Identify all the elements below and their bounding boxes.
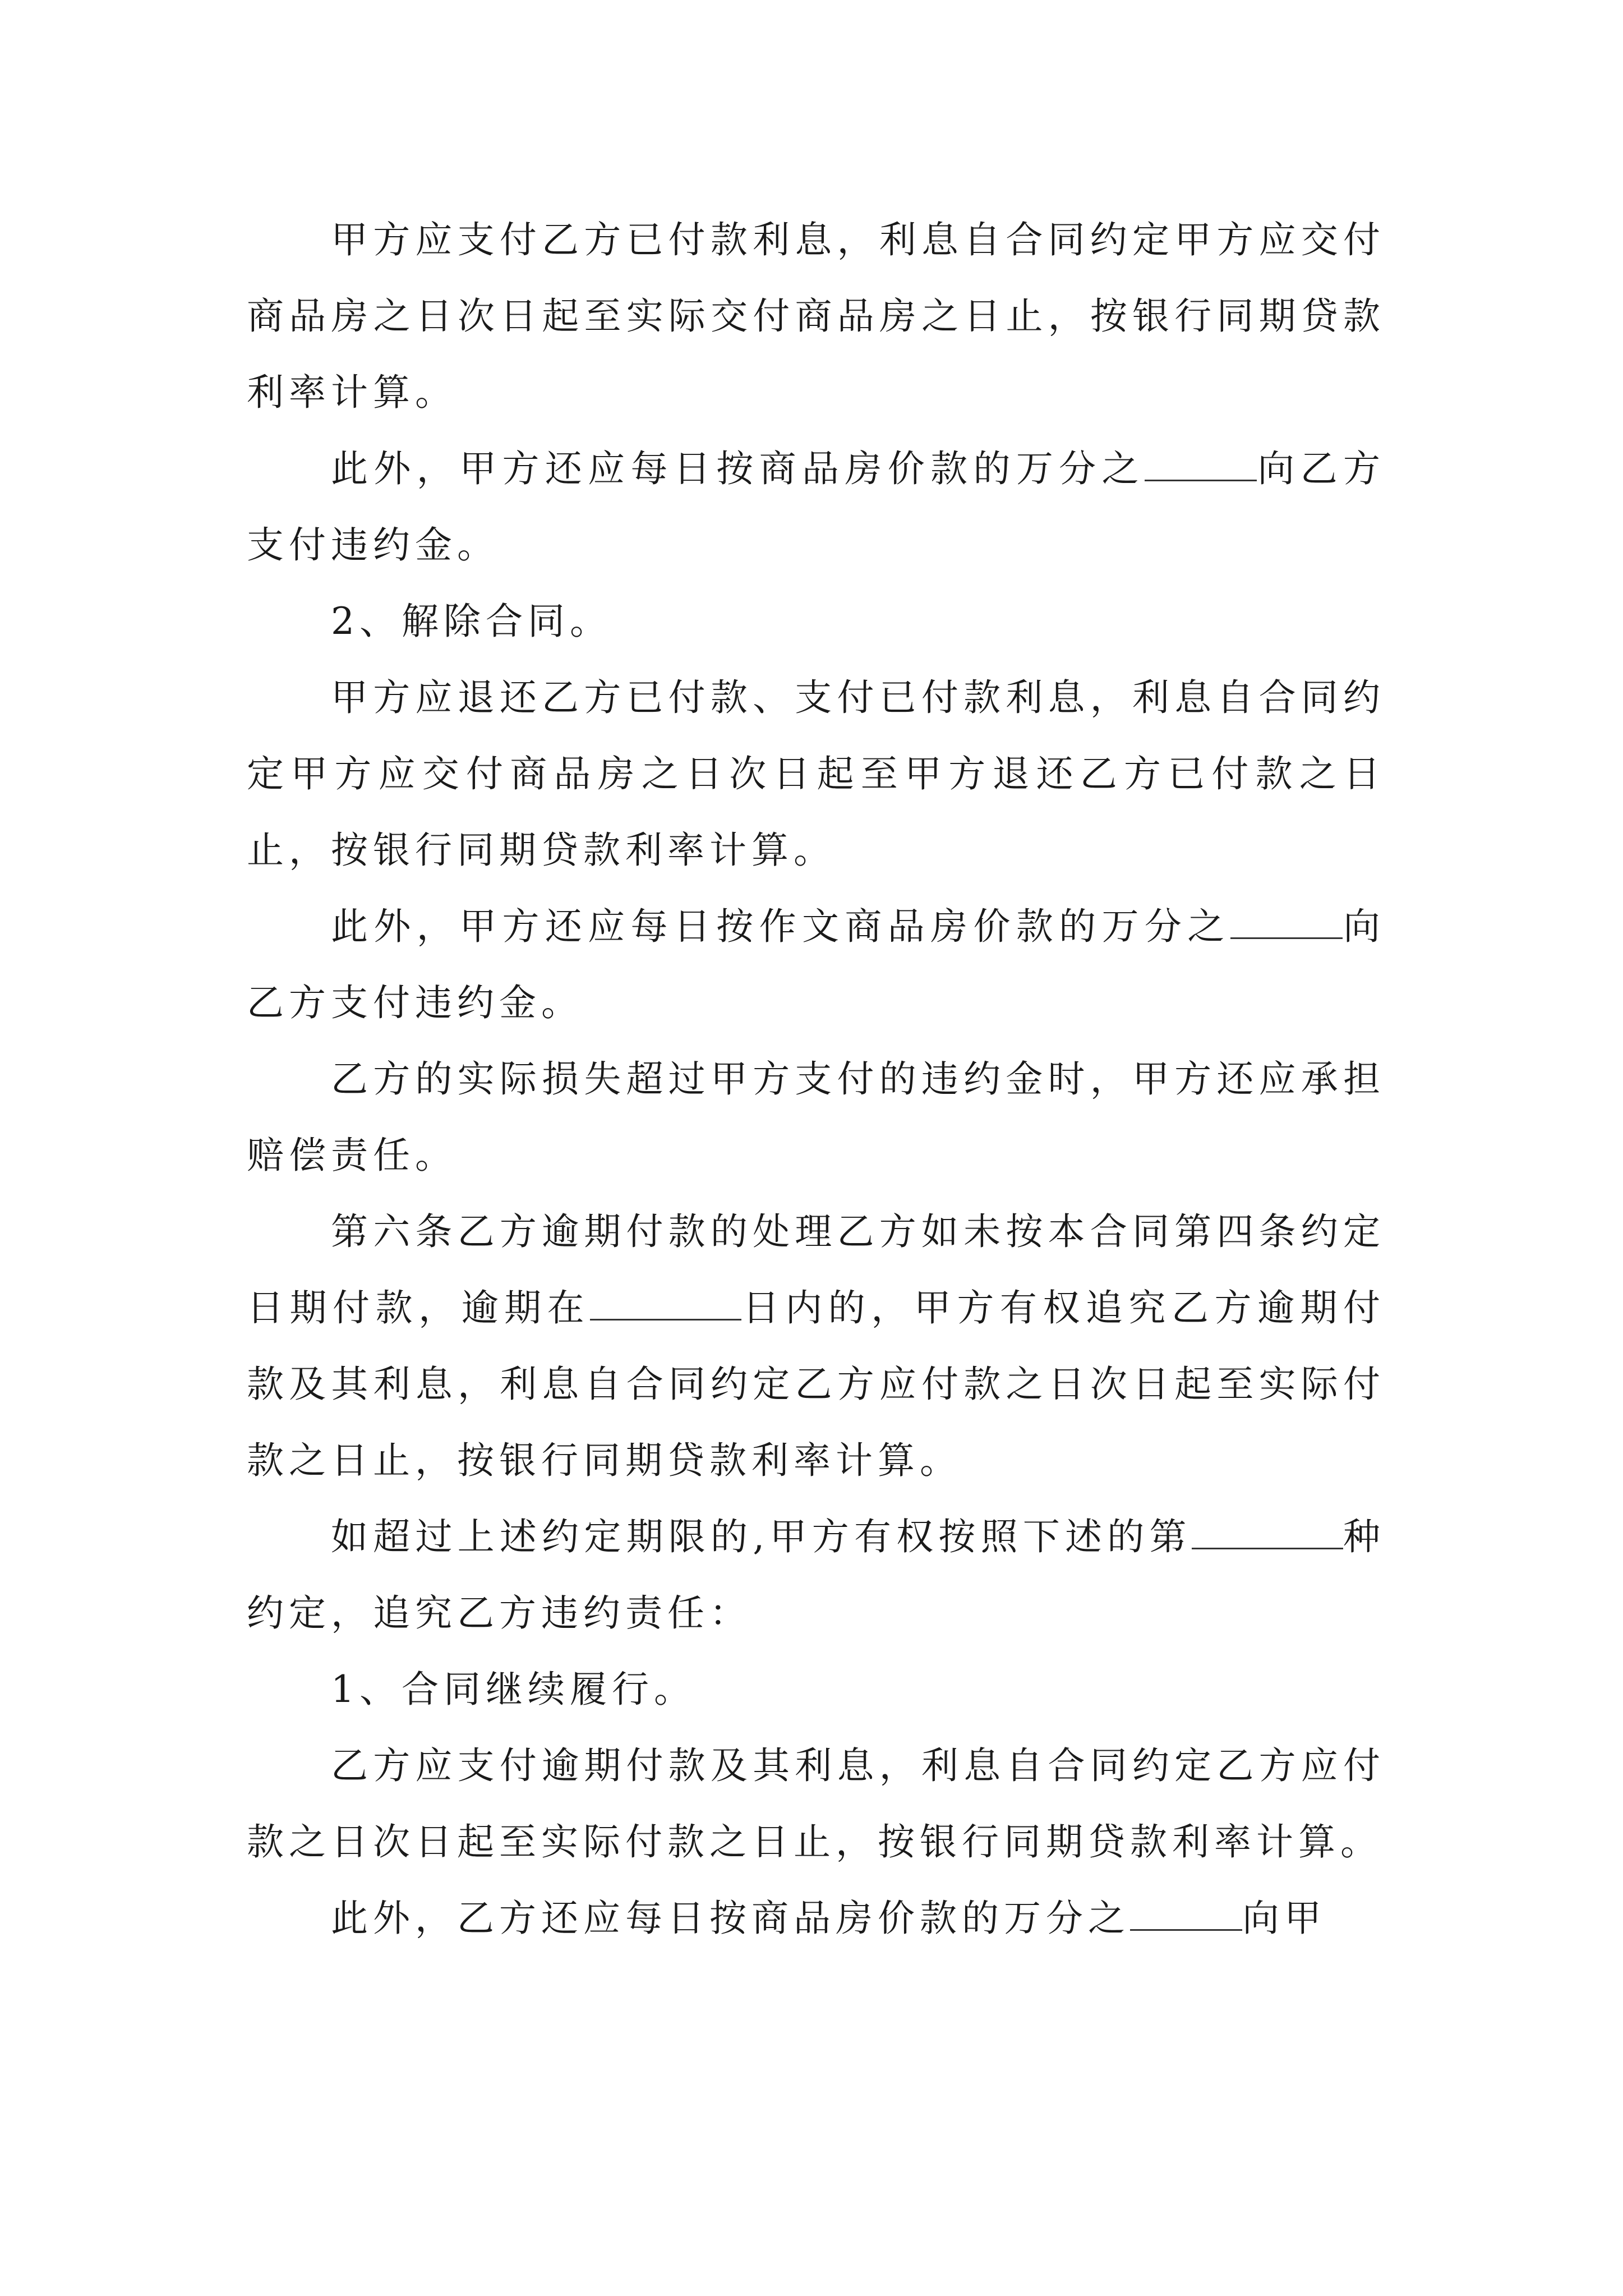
paragraph-clause-terminate bbox=[247, 583, 1385, 660]
paragraph-text: 乙方应支付逾期付款及其利息，利息自合同约定乙方应付款之日次日起至实际付款之日止，按银行同期贷款利率计算。 bbox=[247, 1744, 1385, 1864]
paragraph-text: 日内的，甲方有权追究乙方逾期付款及其利息，利息自合同约定乙方应付款之日次日起至实际付款之日止，按银行同期贷款利率计算。 bbox=[247, 1286, 1386, 1482]
paragraph-text: 第六条乙方逾期付款的处理乙方如未按本合同第四条约定日期付款，逾期在 bbox=[247, 1210, 1385, 1329]
paragraph-buyer-penalty bbox=[247, 1880, 1385, 1957]
paragraph-text: 向乙方支付违约金。 bbox=[247, 447, 1386, 567]
fill-in-blank bbox=[1130, 1895, 1242, 1931]
paragraph-text: 此外，乙方还应每日按商品房价款的万分之 bbox=[331, 1897, 1130, 1940]
paragraph-text: 甲方应退还乙方已付款、支付已付款利息，利息自合同约定甲方应交付商品房之日次日起至甲方退还乙方已付款之日止，按银行同期贷款利率计算。 bbox=[247, 676, 1385, 872]
paragraph-text: 此外，甲方还应每日按作文商品房价款的万分之 bbox=[331, 905, 1230, 948]
paragraph-compensation bbox=[247, 1041, 1385, 1194]
paragraph-text: 向乙方支付违约金。 bbox=[247, 905, 1386, 1024]
fill-in-blank bbox=[1230, 904, 1343, 939]
paragraph-text: 2、解除合同。 bbox=[331, 600, 612, 643]
fill-in-blank bbox=[590, 1285, 741, 1320]
paragraph-text: 甲方应支付乙方已付款利息，利息自合同约定甲方应交付商品房之日次日起至实际交付商品房之日止，按银行同期贷款利率计算。 bbox=[247, 218, 1385, 414]
paragraph-text: 如超过上述约定期限的,甲方有权按照下述的第 bbox=[331, 1515, 1192, 1558]
paragraph-text: 此外，甲方还应每日按商品房价款的万分之 bbox=[331, 447, 1145, 490]
paragraph-seller-refund bbox=[247, 660, 1385, 889]
paragraph-article-six bbox=[247, 1194, 1385, 1499]
contract-body bbox=[247, 202, 1385, 1957]
paragraph-seller-interest bbox=[247, 202, 1385, 431]
paragraph-seller-penalty-terminate bbox=[247, 889, 1385, 1041]
paragraph-text: 1、合同继续履行。 bbox=[331, 1668, 696, 1711]
paragraph-text: 向甲 bbox=[1242, 1897, 1326, 1940]
fill-in-blank bbox=[1145, 446, 1257, 481]
paragraph-seller-penalty-continue bbox=[247, 431, 1385, 583]
paragraph-text: 乙方的实际损失超过甲方支付的违约金时，甲方还应承担赔偿责任。 bbox=[247, 1057, 1385, 1177]
paragraph-clause-continue bbox=[247, 1651, 1385, 1728]
paragraph-exceed-deadline bbox=[247, 1499, 1385, 1651]
paragraph-buyer-interest bbox=[247, 1728, 1385, 1880]
fill-in-blank bbox=[1192, 1514, 1343, 1549]
paragraph-text: 种约定，追究乙方违约责任： bbox=[247, 1515, 1386, 1635]
